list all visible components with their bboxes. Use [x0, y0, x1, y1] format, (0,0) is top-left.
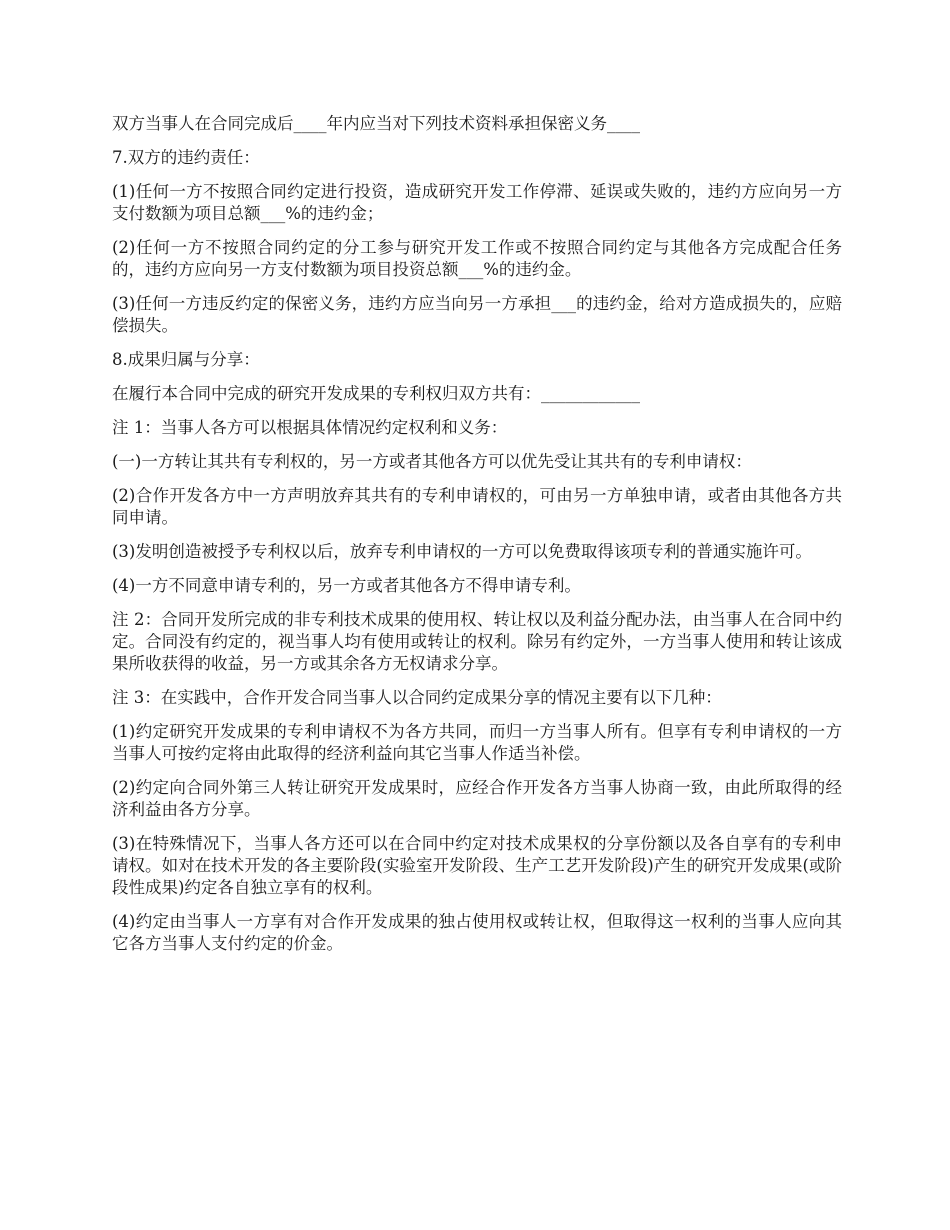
note-1-item-3: (3)发明创造被授予专利权以后，放弃专利申请权的一方可以免费取得该项专利的普通实施许可。: [112, 542, 812, 561]
note-3: 注 3：在实践中，合作开发合同当事人以合同约定成果分享的情况主要有以下几种：: [112, 688, 722, 707]
note-3-item-1: (1)约定研究开发成果的专利申请权不为各方共同，而归一方当事人所有。但享有专利申请权的一方当事人可按约定将由此取得的经济利益向其它当事人作适当补偿。: [112, 722, 842, 763]
section-heading-ownership: 8.成果归属与分享：: [112, 350, 260, 369]
note-3-item-2: (2)约定向合同外第三人转让研究开发成果时，应经合作开发各方当事人协商一致，由此所取得的经济利益由各方分享。: [112, 778, 842, 819]
paragraph-confidentiality: 双方当事人在合同完成后____年内应当对下列技术资料承担保密义务____: [112, 114, 640, 133]
document-body: [112, 113, 842, 967]
note-2: 注 2：合同开发所完成的非专利技术成果的使用权、转让权以及利益分配办法，由当事人在合同中约定。合同没有约定的，视当事人均有使用或转让的权利。除另有约定外，一方当事人使用和转让该成果所收获得的收益，另一方或其余各方无权请求分享。: [112, 610, 842, 673]
note-3-item-4: (4)约定由当事人一方享有对合作开发成果的独占使用权或转让权，但取得这一权利的当事人应向其它各方当事人支付约定的价金。: [112, 912, 842, 953]
paragraph-liability-2: (2)任何一方不按照合同约定的分工参与研究开发工作或不按照合同约定与其他各方完成配合任务的，违约方应向另一方支付数额为项目投资总额___%的违约金。: [112, 238, 842, 279]
paragraph-patent-ownership: 在履行本合同中完成的研究开发成果的专利权归双方共有：____________: [112, 384, 640, 403]
note-3-item-3: (3)在特殊情况下，当事人各方还可以在合同中约定对技术成果权的分享份额以及各自享有的专利申请权。如对在技术开发的各主要阶段(实验室开发阶段、生产工艺开发阶段)产生的研究开发成果(或阶段性成果)约定各自独立享有的权利。: [112, 834, 842, 897]
note-1-item-2: (2)合作开发各方中一方声明放弃其共有的专利申请权的，可由另一方单独申请，或者由其他各方共同申请。: [112, 486, 842, 527]
note-1-item-1: (一)一方转让其共有专利权的，另一方或者其他各方可以优先受让其共有的专利申请权：: [112, 452, 752, 471]
note-1: 注 1：当事人各方可以根据具体情况约定权利和义务：: [112, 418, 508, 437]
paragraph-liability-1: (1)任何一方不按照合同约定进行投资，造成研究开发工作停滞、延误或失败的，违约方应向另一方支付数额为项目总额___%的违约金；: [112, 182, 842, 223]
note-1-item-4: (4)一方不同意申请专利的，另一方或者其他各方不得申请专利。: [112, 576, 581, 595]
paragraph-liability-3: (3)任何一方违反约定的保密义务，违约方应当向另一方承担___的违约金，给对方造成损失的，应赔偿损失。: [112, 294, 842, 335]
section-heading-liability: 7.双方的违约责任：: [112, 148, 260, 167]
